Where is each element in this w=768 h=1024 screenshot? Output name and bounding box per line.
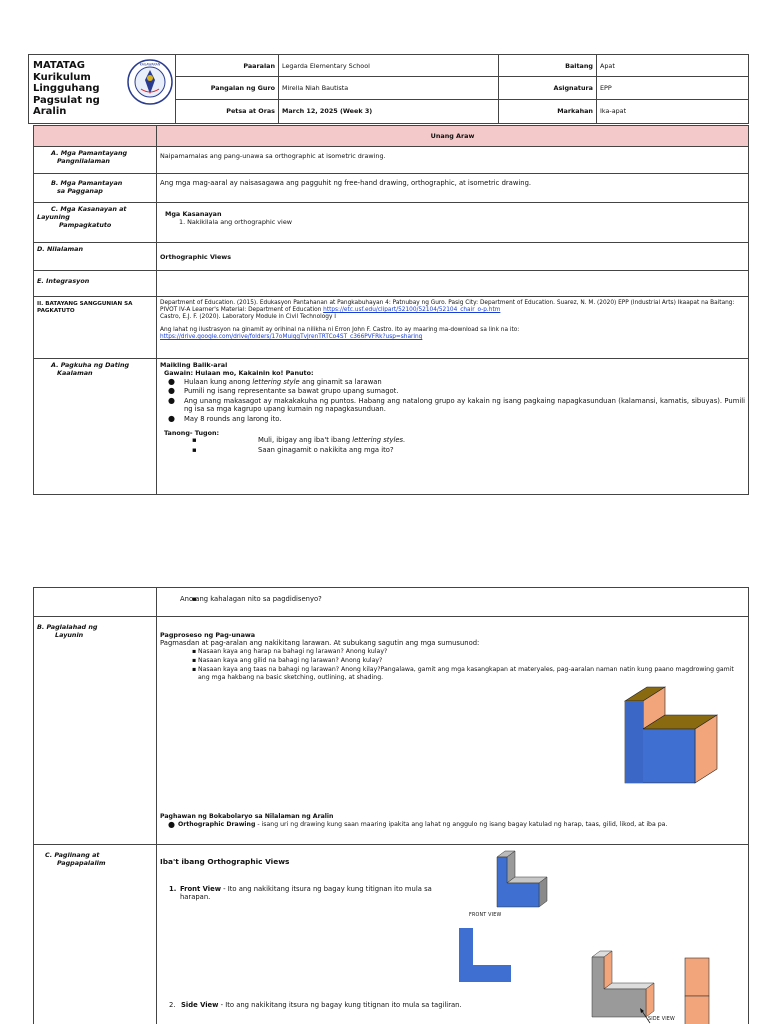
header-table xyxy=(28,54,749,124)
side-view-flat-image xyxy=(684,957,710,1024)
side-view-caption: SIDE VIEW xyxy=(648,1017,675,1022)
ii-link-drive[interactable]: https://drive.google.com/drive/folders/17oMuiggTvJrenTRTCo4ST_c366PVFRk?usp=sharing xyxy=(160,333,423,340)
row-ii-content xyxy=(157,297,749,359)
markahan-label: Markahan xyxy=(499,100,597,123)
row-c-label: C. Mga Kasanayan at Layuning Pampagkatuto xyxy=(34,203,157,243)
tanong-list xyxy=(160,436,745,454)
row-e-text xyxy=(157,271,749,297)
list-item: ▪ Nasaan kaya ang gilid na bahagi ng larawan? Anong kulay? xyxy=(160,657,745,665)
lesson-plan-table xyxy=(33,125,749,495)
list-item: ● Pumili ng isang representante sa bawat grupo upang sumagot. xyxy=(160,387,745,395)
vocab-heading: Paghawan ng Bokabolaryo sa Nilalaman ng Aralin xyxy=(160,813,334,820)
paaralan-value: Legarda Elementary School xyxy=(279,55,499,77)
list-item xyxy=(160,821,745,829)
tanong-heading: Tanong- Tugon: xyxy=(164,429,220,438)
ii-link-clipart[interactable]: https://etc.usf.edu/clipart/52100/52104/52104_chair_o-p.htm xyxy=(323,307,501,314)
list-item: ▪ Nasaan kaya ang harap na bahagi ng larawan? Anong kulay? xyxy=(160,648,745,656)
row-d-text: Orthographic Views xyxy=(157,243,749,271)
isometric-l-block-image xyxy=(621,685,721,795)
row-ii-label: II. BATAYANG SANGGUNIAN SA PAGKATUTO xyxy=(34,297,157,359)
front-view-flat-image xyxy=(458,927,512,983)
list-item: ● Ang unang makasagot ay makakakuha ng puntos. Habang ang natalong grupo ay kakain ng isang pagkaing napagkasunduan (kalamansi, kamatis, sibuyas). Pumili ng isa sa mga kagrupo upang kumain ng napagkasunduan. xyxy=(160,397,745,414)
pagproseso-intro: Pagmasdan at pag-aralan ang nakikitang larawan. At subukang sagutin ang mga sumusunod: xyxy=(160,639,480,647)
vocab-term: Orthographic Drawing xyxy=(178,821,256,828)
day-header: Unang Araw xyxy=(157,126,749,147)
front-view-iso-image xyxy=(495,849,549,913)
row-pa-content xyxy=(157,359,749,495)
gawain-list xyxy=(160,378,745,423)
list-item: ▪ Ano ang kahalagan nito sa pagdidisenyo? xyxy=(160,595,745,603)
header-empty-cell xyxy=(34,126,157,147)
lesson-plan-table-continued xyxy=(33,587,749,1024)
baitang-value: Apat xyxy=(597,55,749,77)
list-item: ● Hulaan kung anong lettering style ang ginamit sa larawan xyxy=(160,378,745,386)
row-d-label: D. Nilalaman xyxy=(34,243,157,271)
svg-text:KAGAWARAN: KAGAWARAN xyxy=(139,62,161,67)
markahan-value: Ika-apat xyxy=(597,100,749,123)
ii-citation: Department of Education. (2015). Edukasyon Pantahanan at Pangkabuhayan 4: Patnubay ng Guro. Pasig City: Department of Education. Suarez, N. M. (2020) EPP (Industrial Arts) Ikaapat na Baitang: PIVOT IV-A Learner's Material: Department of Education xyxy=(160,300,735,314)
kasanayan-heading: Mga Kasanayan xyxy=(165,210,222,218)
vocab-definition: - isang uri ng drawing kung saan maaring ipakita ang lahat ng anggulo ng isang bagay katulad ng harap, taas, gilid, likod, at iba pa. xyxy=(255,821,668,828)
pagproseso-heading: Pagproseso ng Pag-unawa xyxy=(160,631,256,639)
row-bp-content xyxy=(157,617,749,845)
deped-seal-icon xyxy=(127,59,173,105)
guro-value: Mirella Niah Bautista xyxy=(279,77,499,100)
ii-citation-2: Castro, E.J. F. (2020). Laboratory Module in Civil Technology I xyxy=(160,314,336,321)
ii-note: Ang lahat ng ilustrasyon na ginamit ay orihinal na nilikha ni Erron John F. Castro. Ito ay maaring ma-download sa link na ito: xyxy=(160,326,520,333)
row-b-text: Ang mga mag-aaral ay naisasagawa ang pagguhit ng free-hand drawing, orthographic, at isometric drawing. xyxy=(157,174,749,203)
header-title-cell xyxy=(29,55,176,124)
list-item: ▪ Saan ginagamit o nakikita ang mga ito? xyxy=(160,446,745,454)
list-item: ▪ Muli, ibigay ang iba't ibang lettering styles. xyxy=(160,436,745,444)
balik-aral-heading: Maikling Balik-aral xyxy=(160,361,228,369)
kasanayan-item: 1. Nakikilala ang orthographic view xyxy=(179,218,292,226)
row-cp-content xyxy=(157,845,749,1024)
petsa-value: March 12, 2025 (Week 3) xyxy=(279,100,499,123)
front-view-caption: FRONT VIEW xyxy=(469,913,502,918)
baitang-label: Baitang xyxy=(499,55,597,77)
asignatura-value: EPP xyxy=(597,77,749,100)
continued-empty-label xyxy=(34,588,157,617)
asignatura-label: Asignatura xyxy=(499,77,597,100)
front-view-item: 1. Front View - Ito ang nakikitang itsura ng bagay kung titignan ito mula sa harapan. xyxy=(169,885,432,902)
side-view-iso-image xyxy=(590,949,658,1024)
list-item: ● May 8 rounds ang larong ito. xyxy=(160,415,745,423)
row-e-label: E. Integrasyon xyxy=(34,271,157,297)
row-c-content xyxy=(157,203,749,243)
row-cp-label: C. Paglinang at Pagpapalalim xyxy=(34,845,157,1024)
list-item: ▪ Nasaan kaya ang taas na bahagi ng larawan? Anong kilay?Pangalawa, gamit ang mga kasangkapan at materyales, pag-aaralan naman natin kung paano magdrowing gamit ang mga hakbang na basic sketching, outlining, at shading. xyxy=(160,666,745,682)
orthographic-views-heading: Iba't ibang Orthographic Views xyxy=(160,857,290,866)
row-bp-label: B. Paglalahad ng Layunin xyxy=(34,617,157,845)
row-pa-label: A. Pagkuha ng Dating Kaalaman xyxy=(34,359,157,495)
row-b-label: B. Mga Pamantayan sa Pagganap xyxy=(34,174,157,203)
continued-question xyxy=(157,588,749,617)
guro-label: Pangalan ng Guro xyxy=(176,77,279,100)
side-view-item: 2. Side View - Ito ang nakikitang itsura ng bagay kung titignan ito mula sa tagiliran. xyxy=(169,1001,462,1009)
petsa-label: Petsa at Oras xyxy=(176,100,279,123)
page-title: MATATAG Kurikulum Lingguhang Pagsulat ng Aralin xyxy=(33,60,100,117)
paaralan-label: Paaralan xyxy=(176,55,279,77)
gawain-heading: Gawain: Hulaan mo, Kakainin ko! Panuto: xyxy=(164,369,314,377)
row-a-label: A. Mga Pamantayang Pangnilalaman xyxy=(34,147,157,174)
row-a-text: Naipamamalas ang pang-unawa sa orthographic at isometric drawing. xyxy=(157,147,749,174)
